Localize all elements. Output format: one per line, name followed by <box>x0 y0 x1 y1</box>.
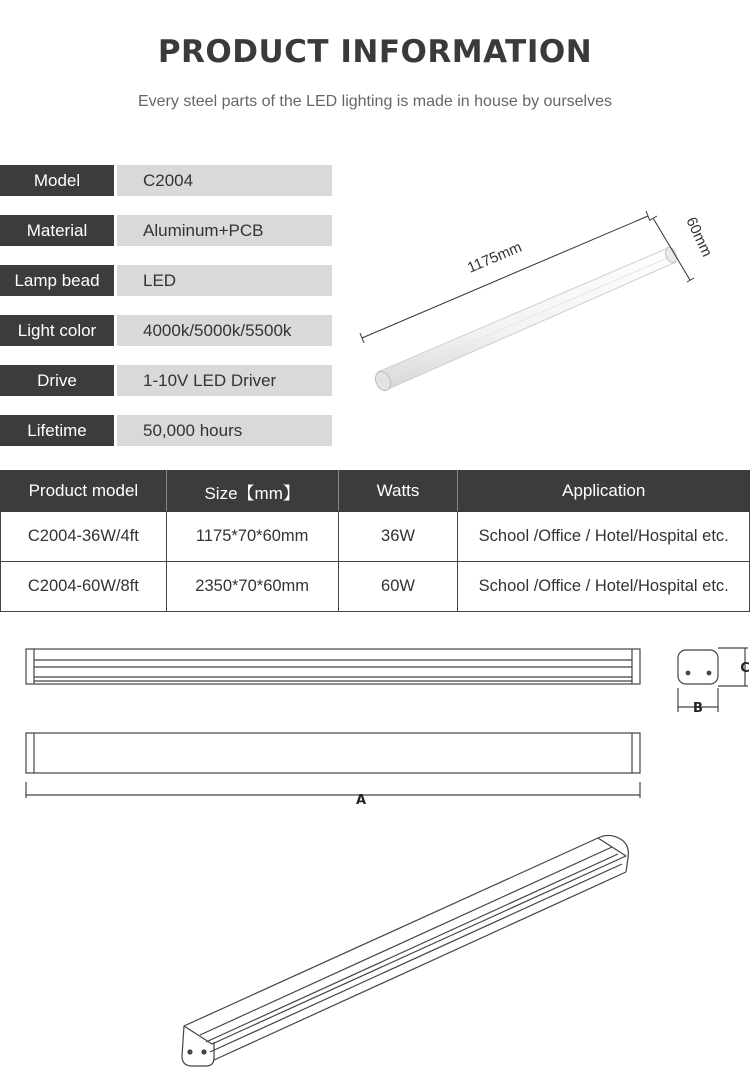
spec-value: 1-10V LED Driver <box>117 365 332 396</box>
end-view <box>678 648 748 712</box>
spec-label: Light color <box>0 315 114 346</box>
spec-value: Aluminum+PCB <box>117 215 332 246</box>
header-size: Size【mm】 <box>166 471 338 512</box>
front-view <box>26 733 640 798</box>
isometric-drawing <box>170 830 640 1070</box>
spec-value: LED <box>117 265 332 296</box>
table-row <box>1 562 750 612</box>
length-label: 1175mm <box>464 238 525 277</box>
model-table <box>0 470 750 612</box>
cell-model: C2004-60W/8ft <box>1 562 167 612</box>
spec-value: 4000k/5000k/5500k <box>117 315 332 346</box>
lamp-illustration <box>350 200 730 410</box>
header-product-model: Product model <box>1 471 167 512</box>
page-subtitle: Every steel parts of the LED lighting is made in house by ourselves <box>137 93 613 110</box>
spec-value: C2004 <box>117 165 332 196</box>
cell-watts: 36W <box>338 512 458 562</box>
spec-label: Drive <box>0 365 114 396</box>
cell-size: 1175*70*60mm <box>166 512 338 562</box>
side-view <box>26 649 640 684</box>
height-label: 60mm <box>682 214 716 260</box>
header-application: Application <box>458 471 750 512</box>
cell-watts: 60W <box>338 562 458 612</box>
table-header-row <box>1 471 750 512</box>
cell-application: School /Office / Hotel/Hospital etc. <box>458 562 750 612</box>
header-watts: Watts <box>338 471 458 512</box>
cell-size: 2350*70*60mm <box>166 562 338 612</box>
table-row <box>1 512 750 562</box>
technical-drawing <box>0 640 750 820</box>
dimension-b-label: B <box>693 701 703 716</box>
page-title: PRODUCT INFORMATION <box>157 34 593 70</box>
spec-label: Model <box>0 165 114 196</box>
cell-application: School /Office / Hotel/Hospital etc. <box>458 512 750 562</box>
cell-model: C2004-36W/4ft <box>1 512 167 562</box>
spec-value: 50,000 hours <box>117 415 332 446</box>
dimension-a-label: A <box>355 793 367 808</box>
dimension-c-label: C <box>740 661 750 676</box>
spec-label: Material <box>0 215 114 246</box>
spec-label: Lamp bead <box>0 265 114 296</box>
spec-label: Lifetime <box>0 415 114 446</box>
